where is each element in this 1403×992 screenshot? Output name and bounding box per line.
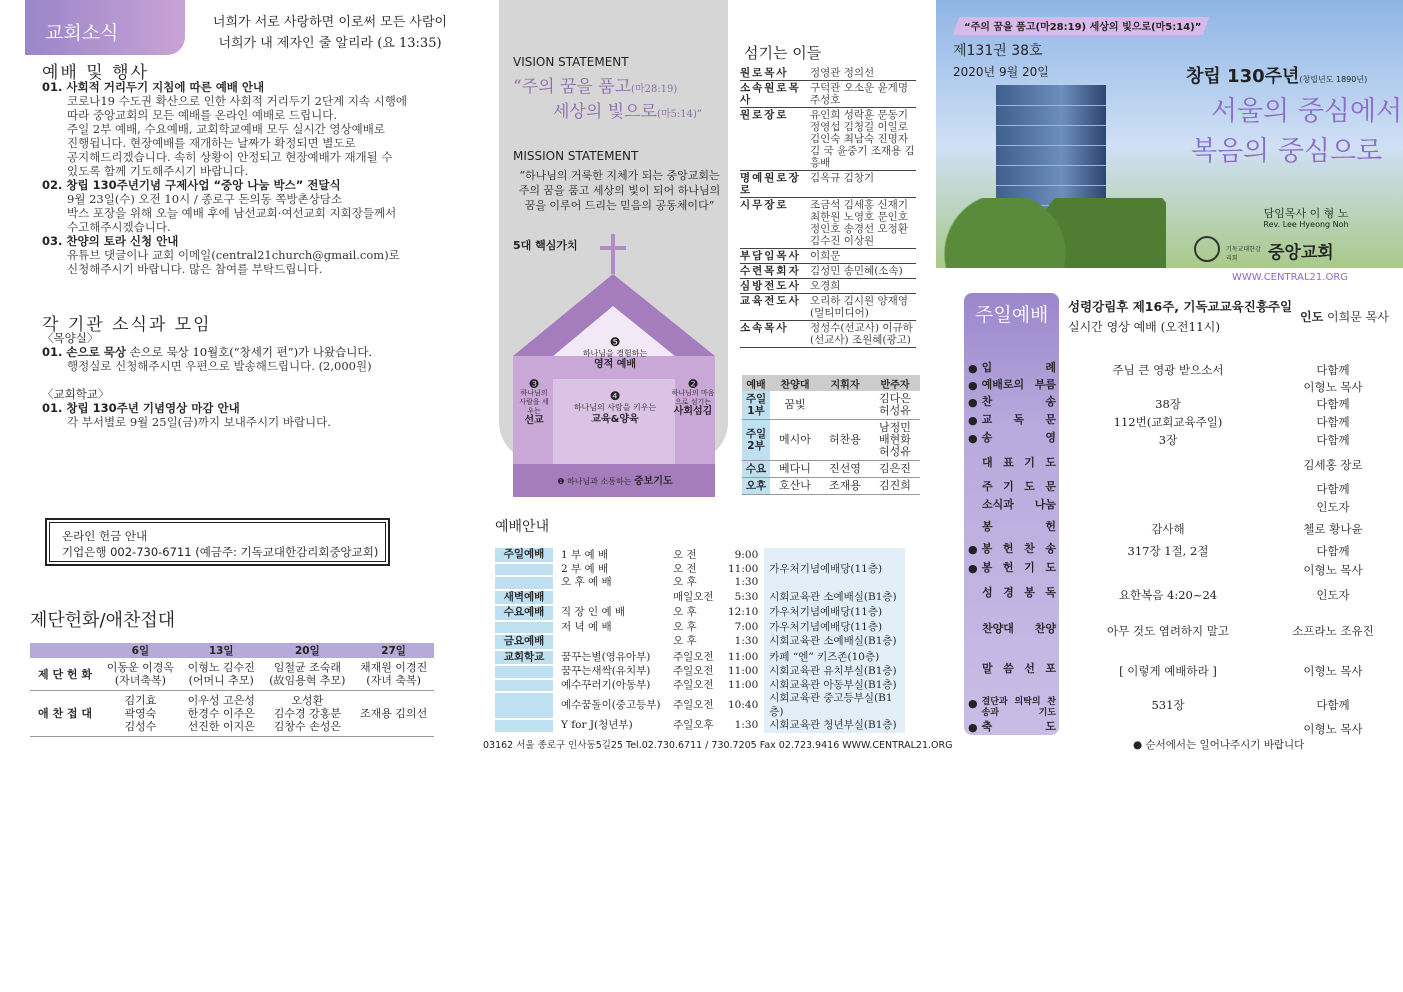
vision-heading: VISION STATEMENT bbox=[513, 55, 629, 69]
mission-text: “하나님의 거룩한 지체가 되는 중앙교회는 주의 꿈을 품고 세상의 빛이 되어 하나님의 꿈을 이루어 드리는 믿음의 공동체이다” bbox=[518, 169, 721, 212]
value-5: ❺ 하나님을 경험하는 영적 예배 bbox=[582, 335, 648, 370]
staff-title: 섬기는 이들 bbox=[744, 44, 822, 62]
guide-row: 오 후 예 배 오 후 1:30 bbox=[495, 576, 905, 590]
online-offering-box: 온라인 헌금 안내 기업은행 002-730-6711 (예금주: 기독교대한감리회중앙교회) bbox=[45, 518, 390, 566]
cover-image bbox=[936, 0, 1403, 268]
cross-icon bbox=[611, 234, 615, 274]
guide-row: 새벽예배 매일오전 5:30 시회교육관 소예배실(B1층) bbox=[495, 590, 905, 606]
vision-text: “주의 꿈을 품고(마28:19) 세상의 빛으로(마5:14)” bbox=[513, 77, 702, 122]
choir-row: 오후 호산나 조재용 김진희 bbox=[742, 478, 920, 495]
verse: 너희가 서로 사랑하면 이로써 모든 사람이 너희가 내 제자인 줄 알리라 (요 13:35) bbox=[212, 15, 448, 51]
website[interactable]: WWW.CENTRAL21.ORG bbox=[1232, 272, 1349, 283]
flowers-table: 6일 13일 20일 27일 제 단 헌 화 이동운 이경옥 (자녀축복) 이형노 김수진 (어머니 추모) 임철균 조숙래 (故임용혁 추모) 채재원 이경진 (자녀 축복) 애 찬 접 대 김기효 곽영숙 김성수 이우성 고은성 한경수 이주은 선진한 이지은 오성환 김수경 강홍분 김창수 손성은 조재용 김의선 bbox=[30, 643, 434, 737]
staff-row: 원로장로 유인희 성락훈 문동기 정영섭 김청길 이일로 김인숙 최남숙 진명자 김 국 윤중기 조재용 김흥배 bbox=[740, 109, 915, 169]
groups-title: 각 기관 소식과 모임 bbox=[42, 315, 212, 335]
groups-list: 〈목양실〉 01. 손으로 묵상 손으로 묵상 10월호(“창세기 편”)가 나왔습니다. 행정실로 신청해주시면 우편으로 발송해드립니다. (2,000원) 〈교회학교〉 01. 창립 130주년 기념영상 마감 안내 각 부서별로 9월 25일(금)까지 보내주시기 바랍니다. bbox=[42, 331, 373, 429]
service-tab: 주일예배 bbox=[975, 304, 1049, 326]
choir-row: 수요 베다니 진선영 김은진 bbox=[742, 461, 920, 478]
address: 03162 서울 종로구 인사동5길25 Tel.02.730.6711 / 730.7205 Fax 02.723.9416 WWW.CENTRAL21.ORG bbox=[483, 740, 953, 751]
worship-news-title: 예배 및 행사 bbox=[42, 63, 149, 83]
staff-row: 소속원로목사 구덕관 오소운 윤게명 주성호 bbox=[740, 81, 916, 108]
service-leader: 인도 이희문 목사 bbox=[1300, 310, 1389, 324]
service-guide-table bbox=[495, 548, 905, 734]
choir-row: 주일 2부 메시아 허찬용 남정민 배현화 허성유 bbox=[742, 420, 920, 461]
value-2: ❷ 하나님의 마음으로 섬기는 사회섬김 bbox=[671, 377, 715, 417]
guide-row: 수요예배 직 장 인 예 배 오 후 12:10 가우처기념예배당(11층) bbox=[495, 605, 905, 621]
guide-row: 예수꾸러기(아동부) 주일오전 11:00 시회교육관 아동부실(B1층) bbox=[495, 679, 905, 693]
cover-banner: “주의 꿈을 품고(마28:19) 세상의 빛으로(마5:14)” bbox=[964, 22, 1202, 33]
worship-news-list: 01. 사회적 거리두기 지침에 따른 예배 안내 코로나19 수도권 확산으로 인한 사회적 거리두기 2단계 지속 시행에 따라 중앙교회의 모든 예배를 온라인 예배로 드립니다. 주일 2부 예배, 수요예배, 교회학교예배 모두 실시간 영상예배로 진행됩니다. 현장예배를 재개하는 날짜가 확정되면 별도로 공지해드리겠습니다. 속히 상황이 안정되고 현장예배가 재개될 수 있도록 함께 기도해주시기 바랍니다. 02. 창립 130주년기념 구제사업 “중앙 나눔 박스” 전달식 9월 23일(수) 오전 10시 / 종로구 돈의동 쪽방촌상담소 박스 포장을 위해 오늘 예배 후에 남선교회·여선교회 지회장들께서 수고해주시겠습니다. 03. 찬양의 토라 신청 안내 유튜브 댓글이나 교회 이메일(central21church@gmail.com)로 신청해주시기 바랍니다. 많은 참여를 부탁드립니다. bbox=[42, 80, 408, 276]
guide-row: Y for J(청년부) 주일오후 1:30 시회교육관 청년부실(B1층) bbox=[495, 719, 905, 733]
staff-row: 수련목회자 김성민 송민혜(소속) bbox=[740, 264, 916, 279]
value-1: ❶ 하나님과 소통하는 중보기도 bbox=[557, 476, 673, 487]
value-4: ❹ 하나님의 사람을 키우는 교육&양육 bbox=[573, 389, 657, 425]
guide-row: 교회학교 꿈꾸는별(영유아부) 주일오전 11:00 카페 “엔” 키즈존(10층) bbox=[495, 650, 905, 666]
guide-row: 예수꿈돌이(중고등부) 주일오전 10:40 시회교육관 중고등부실(B1층) bbox=[495, 692, 905, 719]
choir-table: 예배 찬양대 지휘자 반주자 주일 1부 꿈빛 김다은 허성유 주일 2부 메시아 허찬용 남정민 배현화 허성유 수요 베다니 진선영 김은진 오후 호산나 조재용 김진희 bbox=[742, 375, 920, 495]
news-tab: 교회소식 bbox=[25, 0, 185, 55]
choir-row: 주일 1부 꿈빛 김다은 허성유 bbox=[742, 391, 920, 420]
guide-row: 금요예배 오 후 1:30 시회교육관 소예배실(B1층) bbox=[495, 634, 905, 650]
anniversary: 창립 130주년(창립년도 1890년) bbox=[1186, 66, 1368, 87]
date: 2020년 9월 20일 bbox=[953, 65, 1049, 79]
church-logo-icon bbox=[1194, 236, 1220, 262]
service-guide-title: 예배안내 bbox=[495, 519, 550, 535]
guide-row: 2 부 예 배 오 전 11:00 가우처기념예배당(11층) bbox=[495, 563, 905, 577]
flowers-title: 제단헌화/애찬접대 bbox=[30, 610, 176, 631]
guide-row: 주일예배 1 부 예 배 오 전 9:00 bbox=[495, 548, 905, 563]
staff-row: 심방전도사 오경희 bbox=[740, 279, 916, 294]
service-title: 성령강림후 제16주, 기독교교육진흥주일 bbox=[1068, 299, 1293, 314]
standing-note: ● 순서에서는 일어나주시기 바랍니다 bbox=[1133, 739, 1305, 751]
staff-list bbox=[740, 66, 916, 348]
guide-row: 저 녁 예 배 오 후 7:00 가우처기념예배당(11층) bbox=[495, 621, 905, 635]
staff-row: 원로목사 정영관 정의선 bbox=[740, 66, 916, 81]
core-values-heading: 5대 핵심가치 bbox=[513, 239, 578, 252]
staff-row: 명예원로장로 김옥규 김창기 bbox=[740, 171, 916, 198]
staff-row: 교육전도사 오리하 김시원 양재영(멀티미디어) bbox=[740, 294, 916, 321]
church-name: 중앙교회 bbox=[1268, 243, 1334, 263]
slogan: 서울의 중심에서 복음의 중심으로 bbox=[1191, 96, 1403, 167]
service-subtitle: 실시간 영상 예배 (오전11시) bbox=[1068, 320, 1220, 334]
mission-heading: MISSION STATEMENT bbox=[513, 149, 639, 163]
value-3: ❸ 하나님의 사람을 세우는 선교 bbox=[519, 377, 549, 426]
staff-row: 부담임목사 이희문 bbox=[740, 249, 916, 264]
staff-row: 소속목사 정성수(선교사) 이규하(선교사) 조원혜(광고) bbox=[740, 321, 916, 348]
denomination: 기독교대한감리회 bbox=[1226, 246, 1261, 262]
pastor: 담임목사 이 형 노 bbox=[1263, 207, 1349, 220]
volume: 제131권 38호 bbox=[953, 43, 1043, 59]
guide-row: 꿈꾸는새싹(유치부) 주일오전 11:00 시회교육관 유치부실(B1층) bbox=[495, 665, 905, 679]
staff-row: 시무장로 조금석 김세홍 신재기 최한원 노영호 문인호 정인호 송경선 오정환 김수진 이상원 bbox=[740, 198, 916, 249]
pastor-en: Rev. Lee Hyeong Noh bbox=[1263, 220, 1349, 229]
